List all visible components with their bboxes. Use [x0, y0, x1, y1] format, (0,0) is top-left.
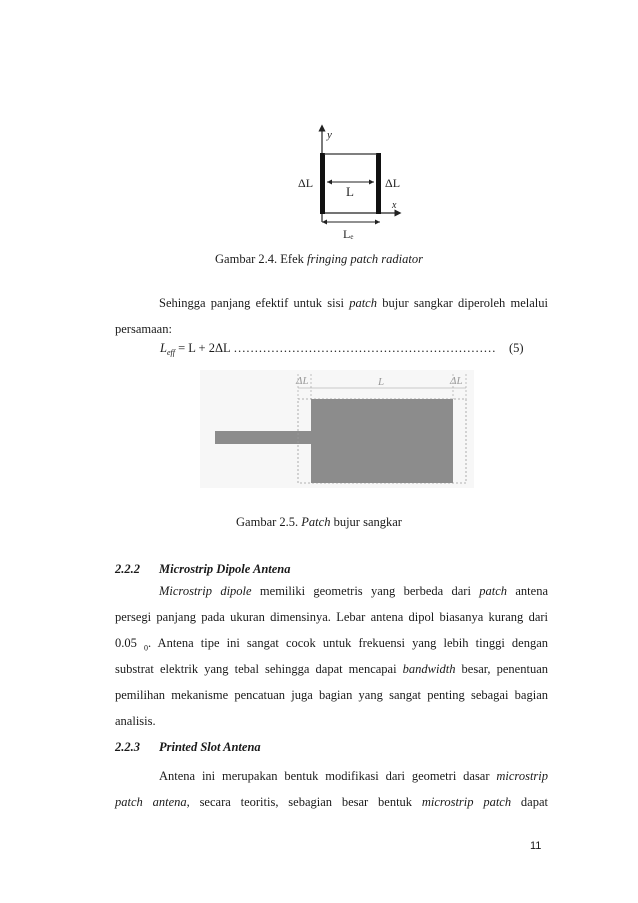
patch-rectangle — [311, 399, 453, 483]
paragraph-slot-antenna: Antena ini merupakan bentuk modifikasi dari geometri dasar microstrip patch antena, secara teoritis, sebagian besar bentuk microstrip patch dapat — [115, 769, 548, 809]
delta-l-right-label: ΔL — [385, 176, 401, 190]
delta-l-left-label: ΔL — [296, 375, 309, 387]
square-patch-figure — [200, 370, 474, 488]
fringing-patch-figure — [296, 122, 420, 244]
figure-2-4-caption: Gambar 2.4. Efek fringing patch radiator — [215, 252, 423, 266]
paragraph-effective-length: Sehingga panjang efektif untuk sisi patch bujur sangkar diperoleh melalui persamaan: — [115, 296, 549, 336]
section-2-2-2-heading: 2.2.2 Microstrip Dipole Antena — [115, 562, 291, 576]
length-label: L — [378, 376, 385, 388]
equation-number: (5) — [509, 341, 524, 355]
effective-length-label: Lₑ — [343, 227, 354, 241]
right-fringe-bar — [376, 153, 381, 214]
delta-l-right-label: ΔL — [450, 375, 463, 387]
paragraph-dipole: Microstrip dipole memiliki geometris yang berbeda dari patch antena persegi panjang pada ukuran dimensinya. Lebar antena dipol biasanya kurang dari 0.05 $_0$. Antena tipe ini sangat cocok untuk frekuensi yang lebih tinggi dengan substrat elektrik yang tebal sehingga dapat mencapai bandwidth besar, penentuan pemilihan mekanisme pencatuan juga bagian yang sangat penting sebagai bagian analisis. — [115, 584, 549, 728]
page-number: 11 — [530, 840, 542, 852]
y-axis-label: y — [327, 129, 332, 141]
delta-l-left-label: ΔL — [298, 176, 314, 190]
left-fringe-bar — [320, 153, 325, 214]
x-axis-label: x — [392, 200, 397, 211]
length-label: L — [346, 184, 354, 199]
feed-line — [215, 431, 311, 444]
figure-2-5-caption: Gambar 2.5. Patch bujur sangkar — [236, 515, 402, 529]
equation-5: $L_{eff} = L + 2\Delta L$ ……………………………………………………… — [160, 341, 496, 357]
section-2-2-3-heading: 2.2.3 Printed Slot Antena — [115, 740, 261, 754]
